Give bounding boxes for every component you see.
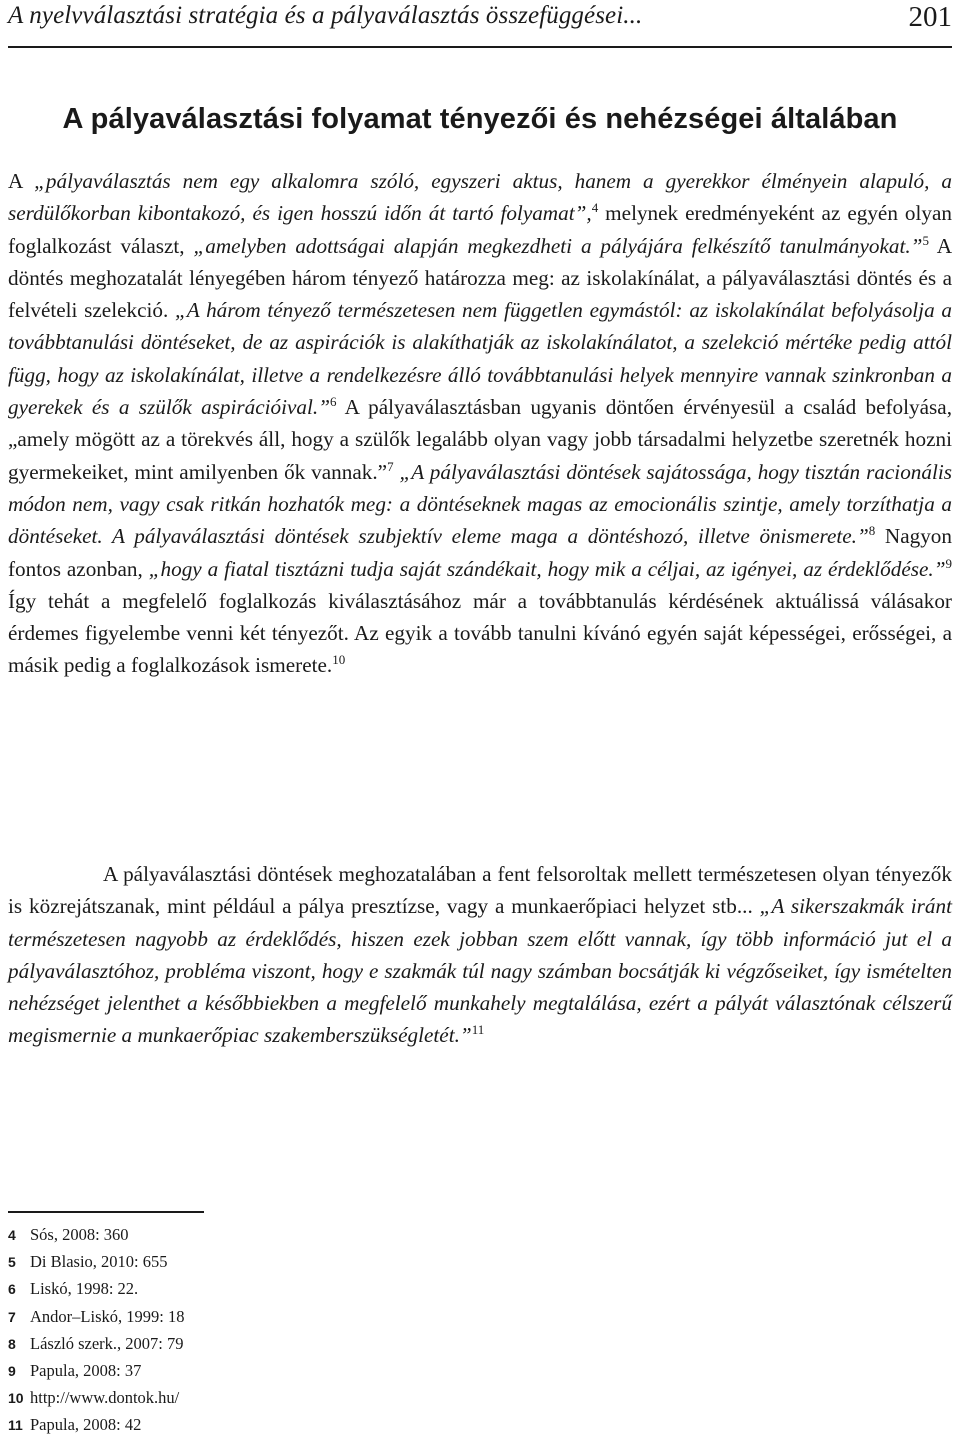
- text-run: A pályaválasztási döntések meghozatalában a fent felsoroltak mellett természetesen olyan tényezők is közrejátszanak, mint például a pálya presztízse, vagy a munkaerőpiaci helyzet stb...: [8, 862, 952, 919]
- footnotes-list: [8, 1221, 184, 1439]
- quotation: „amelyben adottságai alapján megkezdheti a pályájára felkészítő tanulmányokat.”: [193, 233, 923, 258]
- footnote-reference[interactable]: 11: [471, 1022, 485, 1038]
- footnote-item: [8, 1303, 184, 1330]
- footnote-item: [8, 1330, 184, 1357]
- footnote-reference[interactable]: 5: [922, 232, 929, 248]
- footnote-number: 8: [8, 1335, 16, 1352]
- running-title: A nyelvválasztási stratégia és a pályaválasztás összefüggései...: [8, 2, 643, 29]
- quotation: „A sikerszakmák iránt természetesen nagyobb az érdeklődés, hiszen ezek jobban szem előtt vannak, így több információ jut el a pályaválasztóhoz, probléma viszont, hogy e szakmák túl nagy számban bocsátják ki végzőseiket, így ismételten nehézséget jelenthet a későbbiekben a megfelelő munkahely megtalálása, ezért a pályát választónak célszerű megismernie a munkaerőpiac szakemberszükségletét.”: [8, 894, 952, 1048]
- text-run: Így tehát a megfelelő foglalkozás kiválasztásához már a továbbtanulás kérdésének aktuálissá válásakor érdemes figyelembe venni két tényezőt. Az egyik a tovább tanulni kívánó egyén saját képességei, erősségei, a másik pedig a foglalkozások ismerete.: [8, 588, 952, 678]
- quotation: „A pályaválasztási döntések sajátossága, hogy tisztán racionális módon nem, vagy csak ritkán hozhatók meg: a döntéseknek magas az emocionális szintje, amely torzíthatja a döntéseket. A pályaválasztási döntések szubjektív eleme maga a döntéshozó, illetve önismerete.”: [8, 459, 952, 549]
- footnote-rule: [8, 1211, 204, 1213]
- footnote-item: [8, 1248, 184, 1275]
- text-run: A pályaválasztásban ugyanis döntően érvényesül a család befolyása, „amely mögött az a törekvés áll, hogy a szülők legalább olyan vagy jobb társadalmi helyzetbe szeretnék hozni gyermekeiket, mint amilyenben ők vannak.”: [8, 395, 952, 484]
- footnote-item: [8, 1275, 184, 1302]
- paragraph-2: [8, 858, 952, 1052]
- section-title: A pályaválasztási folyamat tényezői és nehézségei általában: [62, 103, 898, 136]
- footnote-number: 6: [8, 1281, 16, 1298]
- footnote-number: 11: [8, 1417, 23, 1434]
- footnote-reference[interactable]: 8: [868, 523, 876, 539]
- quotation: „A három tényező természetesen nem független egymástól: az iskolakínálat befolyásolja a továbbtanulási döntéseket, de az aspirációk is alakíthatják az iskolakínálatot, a szelekció mértéke pedig attól függ, hogy az iskolakínálat, illetve a rendelkezésre álló továbbtanulási helyek mennyire vannak szinkronban a gyerekek és a szülők aspirációival.”: [8, 298, 952, 420]
- quotation: „hogy a fiatal tisztázni tudja saját szándékait, hogy mik a céljai, az igényei, az érdeklődése.”: [148, 556, 946, 581]
- footnote-text: László szerk., 2007: 79: [30, 1333, 184, 1353]
- page-number: 201: [908, 1, 952, 33]
- footnote-reference[interactable]: 6: [330, 394, 337, 410]
- footnote-text: Liskó, 1998: 22.: [30, 1279, 139, 1299]
- footnote-item: [8, 1384, 184, 1411]
- running-head: [8, 2, 952, 42]
- text-run: melynek eredményeként az egyén olyan foglalkozást választ,: [8, 201, 953, 258]
- footnote-number: 4: [8, 1227, 16, 1243]
- header-rule: [8, 46, 952, 48]
- text-run: A: [8, 169, 35, 193]
- footnote-text: Sós, 2008: 360: [30, 1225, 129, 1244]
- footnote-item: [8, 1357, 184, 1384]
- footnote-text: Papula, 2008: 42: [30, 1415, 142, 1435]
- footnote-number: 5: [8, 1254, 16, 1271]
- text-run: A döntés meghozatalát lényegében három tényező határozza meg: az iskolakínálat, a pályaválasztási döntés és a felvételi szelekció.: [8, 233, 952, 323]
- paragraph-1: [8, 165, 952, 682]
- footnote-number: 10: [8, 1390, 24, 1407]
- quotation: „pályaválasztás nem egy alkalomra szóló, egyszeri aktus, hanem a gyerekkor élményein alapuló, a serdülőkorban kibontakozó, és igen hosszú időn át tartó folyamat”,: [8, 169, 952, 226]
- footnote-link[interactable]: http://www.dontok.hu/: [30, 1388, 180, 1408]
- footnote-text: Papula, 2008: 37: [30, 1360, 142, 1380]
- footnote-number: 9: [8, 1362, 16, 1379]
- footnote-reference[interactable]: 9: [945, 555, 952, 571]
- footnote-item: [8, 1221, 184, 1248]
- footnote-reference[interactable]: 4: [591, 200, 599, 216]
- footnote-text: Andor–Liskó, 1999: 18: [30, 1306, 185, 1326]
- footnote-text: Di Blasio, 2010: 655: [30, 1252, 168, 1272]
- footnote-number: 7: [8, 1308, 16, 1325]
- footnote-reference[interactable]: 10: [332, 652, 346, 668]
- footnote-reference[interactable]: 7: [387, 458, 394, 474]
- text-run: Nagyon fontos azonban,: [8, 524, 952, 581]
- footnote-item: [8, 1411, 184, 1438]
